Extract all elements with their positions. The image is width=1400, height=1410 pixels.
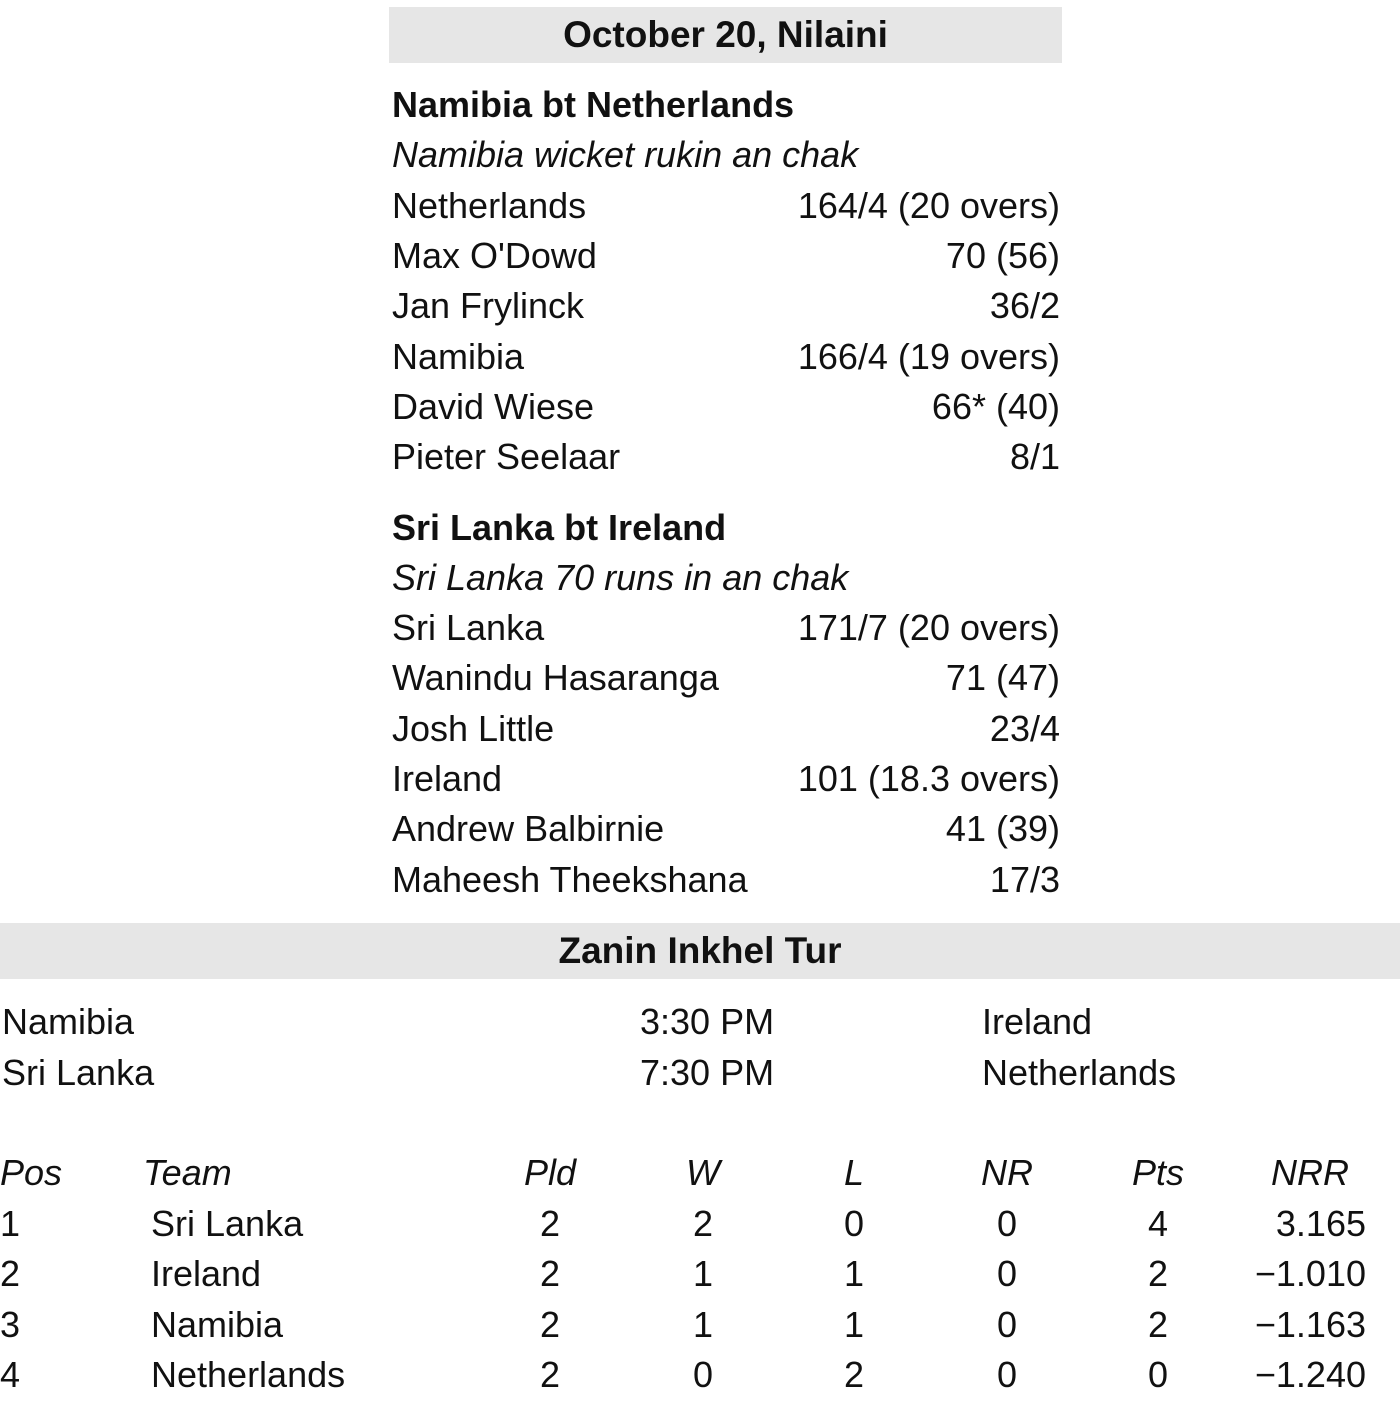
fixture-time: 3:30 PM xyxy=(640,1001,775,1042)
cell-l: 1 xyxy=(843,1303,865,1345)
line-name: Sri Lanka xyxy=(392,607,545,649)
cell-pld: 2 xyxy=(539,1303,561,1345)
cell-pos: 4 xyxy=(0,1354,21,1395)
fixture-away: Netherlands xyxy=(982,1052,1177,1093)
date-header: October 20, Nilaini xyxy=(389,7,1062,63)
cell-pts: 4 xyxy=(1147,1202,1169,1244)
cell-team: Netherlands xyxy=(151,1354,346,1395)
line-value: 36/2 xyxy=(989,285,1060,327)
header-nr: NR xyxy=(981,1152,1033,1193)
cell-nrr: −1.240 xyxy=(1254,1354,1366,1395)
header-pld: Pld xyxy=(523,1152,577,1193)
cell-nr: 0 xyxy=(996,1202,1018,1244)
header-team: Team xyxy=(143,1152,232,1193)
line-value: 71 (47) xyxy=(945,657,1060,699)
line-value: 101 (18.3 overs) xyxy=(797,758,1060,799)
line-name: Josh Little xyxy=(392,707,555,749)
match-title: Namibia bt Netherlands xyxy=(392,84,795,126)
fixtures-header: Zanin Inkhel Tur xyxy=(0,923,1400,979)
line-name: Ireland xyxy=(392,758,503,799)
cell-pos: 2 xyxy=(0,1253,21,1294)
table-row xyxy=(0,1354,1400,1405)
line-value: 164/4 (20 overs) xyxy=(797,184,1060,226)
cell-team: Namibia xyxy=(151,1303,284,1345)
match-2 xyxy=(392,502,1060,904)
header-w: W xyxy=(686,1152,720,1193)
standings-table xyxy=(0,1152,1400,1405)
fixtures-list xyxy=(0,1001,1400,1103)
cell-pld: 2 xyxy=(539,1202,561,1244)
line-name: David Wiese xyxy=(392,385,595,427)
cell-l: 1 xyxy=(843,1253,865,1294)
line-value: 166/4 (19 overs) xyxy=(797,335,1060,377)
cell-l: 2 xyxy=(843,1354,865,1395)
header-l: L xyxy=(843,1152,865,1193)
match-result: Namibia wicket rukin an chak xyxy=(392,134,859,176)
line-name: Andrew Balbirnie xyxy=(392,808,665,850)
cell-team: Ireland xyxy=(151,1253,262,1294)
cell-w: 2 xyxy=(692,1202,714,1244)
cell-l: 0 xyxy=(843,1202,865,1244)
fixture-time: 7:30 PM xyxy=(640,1052,775,1093)
line-name: Namibia xyxy=(392,335,525,377)
cell-pos: 1 xyxy=(0,1202,21,1244)
cell-w: 1 xyxy=(692,1253,714,1294)
fixture-away: Ireland xyxy=(982,1001,1093,1042)
score-line xyxy=(392,231,1060,281)
standings-header-row xyxy=(0,1152,1400,1203)
table-row xyxy=(0,1203,1400,1254)
cell-nrr: −1.163 xyxy=(1254,1303,1366,1345)
score-line xyxy=(392,331,1060,381)
score-line xyxy=(392,854,1060,904)
cell-nrr: −1.010 xyxy=(1254,1253,1366,1294)
cell-pld: 2 xyxy=(539,1253,561,1294)
cell-w: 1 xyxy=(692,1303,714,1345)
score-line xyxy=(392,653,1060,703)
fixture-home: Sri Lanka xyxy=(2,1052,155,1093)
standings-body xyxy=(0,1203,1400,1405)
line-name: Max O'Dowd xyxy=(392,235,597,277)
fixture-row xyxy=(0,1052,1400,1103)
line-value: 17/3 xyxy=(989,858,1060,900)
cell-nr: 0 xyxy=(996,1354,1018,1395)
score-line xyxy=(392,704,1060,754)
cell-nr: 0 xyxy=(996,1303,1018,1345)
cell-pos: 3 xyxy=(0,1303,21,1345)
match-1 xyxy=(392,80,1060,482)
cell-pts: 2 xyxy=(1147,1253,1169,1294)
line-name: Wanindu Hasaranga xyxy=(392,657,719,699)
score-line xyxy=(392,804,1060,854)
line-value: 23/4 xyxy=(989,707,1060,749)
score-line xyxy=(392,754,1060,804)
score-line xyxy=(392,181,1060,231)
match-results xyxy=(392,80,1060,925)
table-row xyxy=(0,1304,1400,1355)
line-name: Maheesh Theekshana xyxy=(392,858,748,900)
match-title: Sri Lanka bt Ireland xyxy=(392,506,727,548)
line-value: 8/1 xyxy=(1009,436,1060,478)
cell-pts: 2 xyxy=(1147,1303,1169,1345)
score-line xyxy=(392,281,1060,331)
score-line xyxy=(392,382,1060,432)
line-value: 171/7 (20 overs) xyxy=(797,607,1060,649)
cell-nrr: 3.165 xyxy=(1275,1202,1366,1244)
cell-pld: 2 xyxy=(539,1354,561,1395)
line-name: Jan Frylinck xyxy=(392,285,585,327)
header-pos: Pos xyxy=(0,1152,63,1193)
cell-w: 0 xyxy=(692,1354,714,1395)
match-result: Sri Lanka 70 runs in an chak xyxy=(392,556,849,598)
score-line xyxy=(392,432,1060,482)
cell-team: Sri Lanka xyxy=(151,1202,304,1244)
fixture-home: Namibia xyxy=(2,1001,135,1042)
score-line xyxy=(392,603,1060,653)
fixture-row xyxy=(0,1001,1400,1052)
header-pts: Pts xyxy=(1131,1152,1185,1193)
line-value: 41 (39) xyxy=(945,808,1060,850)
line-name: Netherlands xyxy=(392,184,587,226)
table-row xyxy=(0,1253,1400,1304)
line-name: Pieter Seelaar xyxy=(392,436,621,478)
cell-nr: 0 xyxy=(996,1253,1018,1294)
line-value: 70 (56) xyxy=(945,235,1060,277)
cell-pts: 0 xyxy=(1147,1354,1169,1395)
header-nrr: NRR xyxy=(1271,1152,1349,1193)
line-value: 66* (40) xyxy=(931,385,1060,427)
